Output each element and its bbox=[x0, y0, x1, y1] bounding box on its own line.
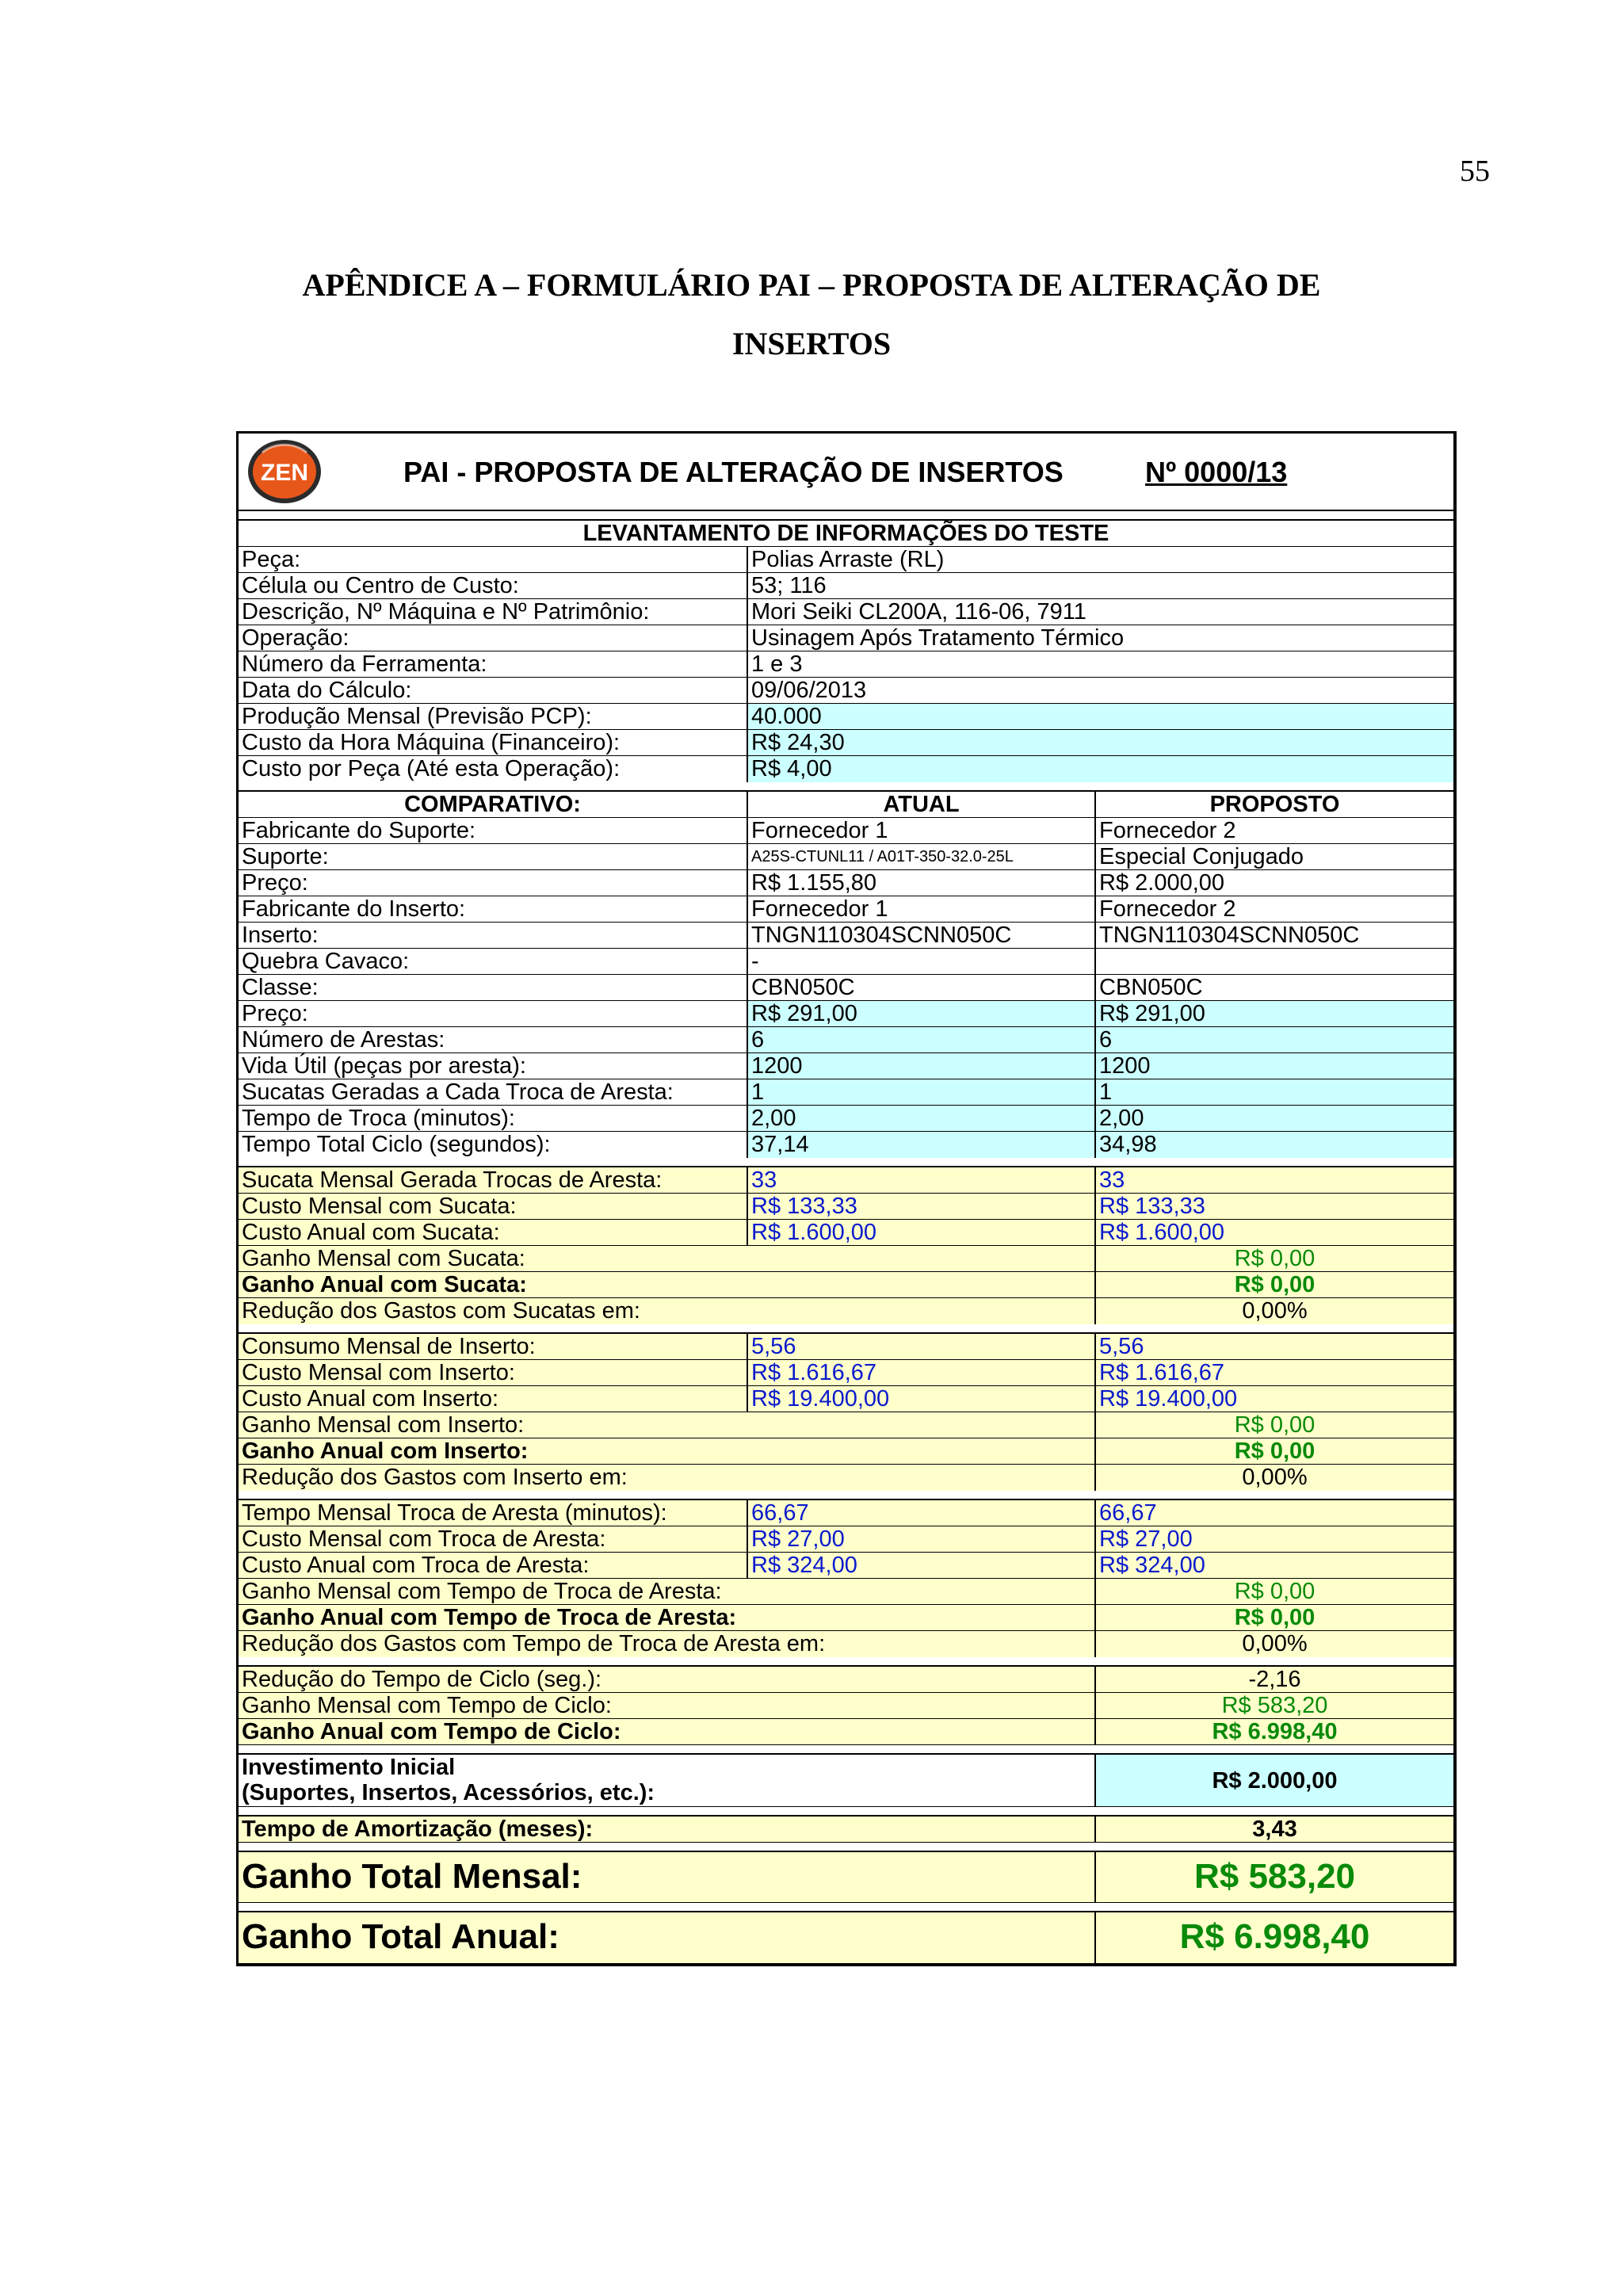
info-value: 09/06/2013 bbox=[751, 678, 867, 703]
comparativo-label: Tempo de Troca (minutos): bbox=[239, 1106, 748, 1131]
row-label: Ganho Mensal com Sucata: bbox=[239, 1246, 1096, 1271]
proposto-value: 6 bbox=[1096, 1027, 1453, 1052]
row-label: Ganho Anual com Inserto: bbox=[239, 1438, 1096, 1464]
atual-value: 1200 bbox=[748, 1053, 1096, 1079]
proposto-value bbox=[1096, 949, 1453, 974]
info-value: R$ 4,00 bbox=[748, 756, 1453, 782]
atual-value: R$ 1.616,67 bbox=[748, 1360, 1096, 1385]
row-value: R$ 0,00 bbox=[1234, 1272, 1316, 1297]
info-label: Custo da Hora Máquina (Financeiro): bbox=[239, 730, 748, 755]
proposto-value: R$ 1.616,67 bbox=[1099, 1360, 1225, 1385]
investimento-label-line-1: Investimento Inicial bbox=[242, 1755, 456, 1780]
comparativo-row bbox=[239, 1079, 1453, 1106]
atual-header: ATUAL bbox=[748, 792, 1096, 817]
row-value: R$ 0,00 bbox=[1234, 1579, 1316, 1604]
info-value: Polias Arraste (RL) bbox=[751, 547, 945, 572]
sucata-row bbox=[239, 1194, 1453, 1220]
row-label: Ganho Mensal com Tempo de Troca de Aresta: bbox=[239, 1579, 1096, 1604]
info-row bbox=[239, 547, 1453, 573]
troca-row bbox=[239, 1553, 1453, 1579]
proposto-value: 34,98 bbox=[1096, 1132, 1453, 1158]
section-gap bbox=[239, 511, 1453, 521]
row-label: Custo Anual com Troca de Aresta: bbox=[239, 1553, 748, 1578]
form-header bbox=[239, 434, 1453, 511]
section-gap bbox=[239, 1324, 1453, 1334]
proposto-value: 1200 bbox=[1096, 1053, 1453, 1079]
pai-form bbox=[236, 431, 1457, 1966]
comparativo-label: Fabricante do Suporte: bbox=[239, 818, 748, 843]
row-label: Ganho Mensal com Inserto: bbox=[239, 1412, 1096, 1438]
ciclo-ganho-mensal-row bbox=[239, 1693, 1453, 1719]
proposto-value: Especial Conjugado bbox=[1099, 844, 1304, 869]
row-label: Tempo Mensal Troca de Aresta (minutos): bbox=[239, 1500, 748, 1526]
form-number: Nº 0000/13 bbox=[1145, 456, 1288, 488]
proposto-value: 33 bbox=[1099, 1167, 1125, 1193]
sucata-ganho-anual-row bbox=[239, 1272, 1453, 1298]
comparativo-header-row bbox=[239, 792, 1453, 818]
atual-value: R$ 1.600,00 bbox=[748, 1220, 1096, 1245]
row-label: Redução dos Gastos com Sucatas em: bbox=[239, 1298, 1096, 1324]
ganho-total-mensal-value: R$ 583,20 bbox=[1193, 1857, 1356, 1896]
ganho-total-mensal-label: Ganho Total Mensal: bbox=[239, 1852, 1096, 1902]
comparativo-label: Classe: bbox=[239, 975, 748, 1000]
comparativo-label: Sucatas Geradas a Cada Troca de Aresta: bbox=[239, 1079, 748, 1105]
troca-ganho-anual-row bbox=[239, 1605, 1453, 1631]
info-rows bbox=[239, 547, 1453, 782]
comparativo-row bbox=[239, 818, 1453, 844]
row-value: 0,00% bbox=[1242, 1631, 1308, 1656]
section-gap bbox=[239, 782, 1453, 792]
atual-value: R$ 27,00 bbox=[748, 1526, 1096, 1552]
ganho-total-mensal-row bbox=[239, 1852, 1453, 1903]
ciclo-reducao-row bbox=[239, 1667, 1453, 1693]
comparativo-row bbox=[239, 1053, 1453, 1079]
row-label: Redução do Tempo de Ciclo (seg.): bbox=[239, 1667, 1096, 1692]
troca-section bbox=[239, 1500, 1453, 1657]
info-label: Data do Cálculo: bbox=[239, 678, 748, 703]
atual-value: - bbox=[748, 949, 1096, 974]
atual-value: 2,00 bbox=[748, 1106, 1096, 1131]
proposto-value: TNGN110304SCNN050C bbox=[1099, 923, 1360, 948]
atual-value: 5,56 bbox=[748, 1334, 1096, 1359]
zen-logo bbox=[246, 438, 323, 505]
row-label: Custo Anual com Sucata: bbox=[239, 1220, 748, 1245]
form-title: PAI - PROPOSTA DE ALTERAÇÃO DE INSERTOS bbox=[403, 456, 1064, 488]
amortizacao-value: 3,43 bbox=[1252, 1817, 1297, 1842]
row-label: Ganho Anual com Tempo de Troca de Aresta: bbox=[239, 1605, 1096, 1630]
info-value: 1 e 3 bbox=[751, 651, 803, 677]
sucata-section bbox=[239, 1167, 1453, 1324]
info-label: Número da Ferramenta: bbox=[239, 651, 748, 677]
comparativo-label: Inserto: bbox=[239, 923, 748, 948]
section-gap bbox=[239, 1657, 1453, 1667]
comparativo-label: Preço: bbox=[239, 1001, 748, 1026]
comparativo-row bbox=[239, 923, 1453, 949]
sucata-reducao-row bbox=[239, 1298, 1453, 1324]
info-row bbox=[239, 678, 1453, 704]
troca-ganho-mensal-row bbox=[239, 1579, 1453, 1605]
row-label: Custo Mensal com Sucata: bbox=[239, 1194, 748, 1219]
row-value: R$ 6.998,40 bbox=[1212, 1719, 1338, 1744]
troca-row bbox=[239, 1526, 1453, 1553]
row-label: Redução dos Gastos com Inserto em: bbox=[239, 1465, 1096, 1491]
page-number: 55 bbox=[1460, 155, 1490, 188]
inserto-row bbox=[239, 1334, 1453, 1360]
row-label: Custo Mensal com Troca de Aresta: bbox=[239, 1526, 748, 1552]
proposto-value: R$ 291,00 bbox=[1096, 1001, 1453, 1026]
inserto-ganho-anual-row bbox=[239, 1438, 1453, 1465]
proposto-value: R$ 19.400,00 bbox=[1099, 1386, 1238, 1412]
row-value: 0,00% bbox=[1242, 1298, 1308, 1324]
proposto-value: R$ 324,00 bbox=[1099, 1553, 1205, 1578]
comparativo-row bbox=[239, 844, 1453, 870]
comparativo-row bbox=[239, 1027, 1453, 1053]
proposto-value: R$ 27,00 bbox=[1099, 1526, 1193, 1552]
comparativo-row bbox=[239, 975, 1453, 1001]
proposto-value: 5,56 bbox=[1099, 1334, 1144, 1359]
comparativo-row bbox=[239, 949, 1453, 975]
inserto-reducao-row bbox=[239, 1465, 1453, 1491]
sucata-ganho-mensal-row bbox=[239, 1246, 1453, 1272]
proposto-value: R$ 133,33 bbox=[1099, 1194, 1205, 1219]
info-row bbox=[239, 704, 1453, 730]
ganho-total-anual-row bbox=[239, 1912, 1453, 1963]
document-title-line-2: INSERTOS bbox=[731, 326, 892, 361]
investimento-label-line-2: (Suportes, Insertos, Acessórios, etc.): bbox=[242, 1780, 655, 1805]
info-label: Célula ou Centro de Custo: bbox=[239, 573, 748, 598]
row-value: -2,16 bbox=[1248, 1667, 1301, 1692]
atual-value: 37,14 bbox=[748, 1132, 1096, 1158]
section-gap bbox=[239, 1903, 1453, 1912]
proposto-value: 1 bbox=[1096, 1079, 1453, 1105]
row-label: Custo Anual com Inserto: bbox=[239, 1386, 748, 1412]
info-label: Peça: bbox=[239, 547, 748, 572]
row-label: Ganho Anual com Sucata: bbox=[239, 1272, 1096, 1297]
proposto-header: PROPOSTO bbox=[1209, 792, 1340, 817]
row-value: R$ 0,00 bbox=[1234, 1605, 1316, 1630]
amortizacao-label: Tempo de Amortização (meses): bbox=[239, 1817, 1096, 1842]
comparativo-row bbox=[239, 1001, 1453, 1027]
investimento-row bbox=[239, 1755, 1453, 1807]
comparativo-row bbox=[239, 1132, 1453, 1158]
comparativo-label: Fabricante do Inserto: bbox=[239, 896, 748, 922]
troca-reducao-row bbox=[239, 1631, 1453, 1657]
row-label: Consumo Mensal de Inserto: bbox=[239, 1334, 748, 1359]
row-value: 0,00% bbox=[1242, 1465, 1308, 1490]
row-label: Ganho Anual com Tempo de Ciclo: bbox=[239, 1719, 1096, 1744]
atual-value: R$ 1.155,80 bbox=[748, 870, 1096, 896]
row-value: R$ 0,00 bbox=[1234, 1412, 1316, 1438]
info-label: Operação: bbox=[239, 625, 748, 651]
proposto-value: Fornecedor 2 bbox=[1099, 818, 1236, 843]
investimento-value: R$ 2.000,00 bbox=[1096, 1755, 1453, 1806]
row-label: Ganho Mensal com Tempo de Ciclo: bbox=[239, 1693, 1096, 1718]
comparativo-row bbox=[239, 896, 1453, 923]
section-gap bbox=[239, 1745, 1453, 1755]
info-row bbox=[239, 730, 1453, 756]
atual-value: R$ 133,33 bbox=[748, 1194, 1096, 1219]
atual-value: CBN050C bbox=[748, 975, 1096, 1000]
atual-value: 1 bbox=[748, 1079, 1096, 1105]
info-row bbox=[239, 625, 1453, 651]
info-row bbox=[239, 599, 1453, 625]
info-value: Mori Seiki CL200A, 116-06, 7911 bbox=[751, 599, 1086, 625]
ciclo-ganho-anual-row bbox=[239, 1719, 1453, 1745]
proposto-value: R$ 2.000,00 bbox=[1099, 870, 1225, 896]
section-gap bbox=[239, 1491, 1453, 1500]
comparativo-label: Quebra Cavaco: bbox=[239, 949, 748, 974]
atual-value: 66,67 bbox=[748, 1500, 1096, 1526]
sucata-row bbox=[239, 1220, 1453, 1246]
row-label: Sucata Mensal Gerada Trocas de Aresta: bbox=[239, 1167, 748, 1193]
comparativo-rows bbox=[239, 818, 1453, 1158]
comparativo-label: Tempo Total Ciclo (segundos): bbox=[239, 1132, 748, 1158]
info-label: Custo por Peça (Até esta Operação): bbox=[239, 756, 748, 782]
info-value: 53; 116 bbox=[751, 573, 827, 598]
sucata-row bbox=[239, 1167, 1453, 1194]
atual-value: R$ 19.400,00 bbox=[748, 1386, 1096, 1412]
info-header: LEVANTAMENTO DE INFORMAÇÕES DO TESTE bbox=[582, 521, 1109, 546]
investimento-label bbox=[239, 1755, 1096, 1806]
info-value: Usinagem Após Tratamento Térmico bbox=[751, 625, 1125, 651]
document-title-line-1: APÊNDICE A – FORMULÁRIO PAI – PROPOSTA DE ALTERAÇÃO DE bbox=[302, 267, 1321, 303]
ganho-total-anual-label: Ganho Total Anual: bbox=[239, 1912, 1096, 1963]
proposto-value: CBN050C bbox=[1099, 975, 1203, 1000]
inserto-section bbox=[239, 1334, 1453, 1491]
info-header-row bbox=[239, 521, 1453, 547]
atual-value: A25S-CTUNL11 / A01T-350-32.0-25L bbox=[748, 844, 1096, 869]
inserto-ganho-mensal-row bbox=[239, 1412, 1453, 1438]
info-label: Descrição, Nº Máquina e Nº Patrimônio: bbox=[239, 599, 748, 625]
atual-value: TNGN110304SCNN050C bbox=[748, 923, 1096, 948]
info-row bbox=[239, 756, 1453, 782]
section-gap bbox=[239, 1158, 1453, 1167]
atual-value: R$ 324,00 bbox=[748, 1553, 1096, 1578]
comparativo-label: Preço: bbox=[239, 870, 748, 896]
info-row bbox=[239, 573, 1453, 599]
info-value: R$ 24,30 bbox=[748, 730, 1453, 755]
atual-value: 33 bbox=[748, 1167, 1096, 1193]
atual-value: Fornecedor 1 bbox=[748, 896, 1096, 922]
section-gap bbox=[239, 1807, 1453, 1817]
comparativo-label: Vida Útil (peças por aresta): bbox=[239, 1053, 748, 1079]
proposto-value: Fornecedor 2 bbox=[1099, 896, 1236, 922]
ganho-total-anual-value: R$ 6.998,40 bbox=[1179, 1917, 1370, 1956]
troca-row bbox=[239, 1500, 1453, 1526]
atual-value: Fornecedor 1 bbox=[748, 818, 1096, 843]
row-label: Custo Mensal com Inserto: bbox=[239, 1360, 748, 1385]
atual-value: 6 bbox=[748, 1027, 1096, 1052]
info-value: 40.000 bbox=[748, 704, 1453, 729]
comparativo-label: Suporte: bbox=[239, 844, 748, 869]
inserto-row bbox=[239, 1360, 1453, 1386]
section-gap bbox=[239, 1843, 1453, 1852]
comparativo-row bbox=[239, 1106, 1453, 1132]
comparativo-row bbox=[239, 870, 1453, 896]
row-value: R$ 0,00 bbox=[1234, 1438, 1316, 1464]
inserto-row bbox=[239, 1386, 1453, 1412]
info-label: Produção Mensal (Previsão PCP): bbox=[239, 704, 748, 729]
amortizacao-row bbox=[239, 1817, 1453, 1843]
row-value: R$ 0,00 bbox=[1234, 1246, 1316, 1271]
info-row bbox=[239, 651, 1453, 678]
comparativo-header: COMPARATIVO: bbox=[239, 792, 748, 817]
comparativo-label: Número de Arestas: bbox=[239, 1027, 748, 1052]
row-value: R$ 583,20 bbox=[1221, 1693, 1328, 1718]
proposto-value: R$ 1.600,00 bbox=[1099, 1220, 1225, 1245]
row-label: Redução dos Gastos com Tempo de Troca de Aresta em: bbox=[239, 1631, 1096, 1657]
proposto-value: 2,00 bbox=[1096, 1106, 1453, 1131]
proposto-value: 66,67 bbox=[1099, 1500, 1157, 1526]
atual-value: R$ 291,00 bbox=[748, 1001, 1096, 1026]
logo-text: ZEN bbox=[261, 460, 308, 486]
